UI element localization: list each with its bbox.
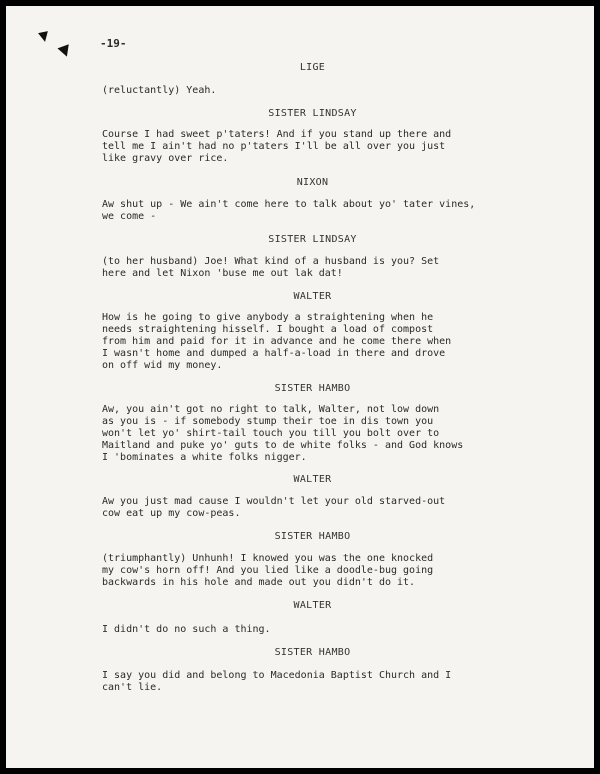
speaker-name: SISTER LINDSAY xyxy=(268,234,357,245)
corner-mark-icon xyxy=(57,44,72,58)
speaker-name: LIGE xyxy=(299,62,326,73)
dialogue-line: Aw shut up - We ain't come here to talk about yo' tater vines, we come - xyxy=(102,199,476,222)
dialogue-line: How is he going to give anybody a straightening when he needs straightening hisself. I bought a load of compost from him and paid for it in advance and he come there when I wasn't home and dumped a half-a-load in there and drove on off wid my money. xyxy=(102,312,452,371)
speaker-name: NIXON xyxy=(296,177,329,188)
speaker-name: WALTER xyxy=(293,291,332,302)
dialogue-line: (triumphantly) Unhunh! I knowed you was the one knocked my cow's horn off! And you lied like a doodle-bug going backwards in his hole and made out you didn't do it. xyxy=(102,553,434,588)
dialogue-line: (reluctantly) Yeah. xyxy=(102,85,217,96)
dialogue-line: Aw you just mad cause I wouldn't let your old starved-out cow eat up my cow-peas. xyxy=(102,496,446,519)
speaker-name: SISTER HAMBO xyxy=(274,531,351,542)
page-number: -19- xyxy=(100,37,127,50)
speaker-name: SISTER HAMBO xyxy=(274,647,351,658)
dialogue-line: I didn't do no such a thing. xyxy=(102,624,271,635)
speaker-name: SISTER LINDSAY xyxy=(268,108,357,119)
dialogue-line: (to her husband) Joe! What kind of a husband is you? Set here and let Nixon 'buse me out lak dat! xyxy=(102,256,440,279)
corner-mark-icon xyxy=(38,31,50,43)
dialogue-line: Aw, you ain't got no right to talk, Walter, not low down as you is - if somebody stump their toe in dis town you won't let yo' shirt-tail touch you till you bolt over to Maitland and puke yo' guts to de white folks - and God knows I 'bominates a white folks nigger. xyxy=(102,404,464,463)
speaker-name: WALTER xyxy=(293,474,332,485)
dialogue-line: I say you did and belong to Macedonia Baptist Church and I can't lie. xyxy=(102,670,452,693)
typescript-page xyxy=(6,6,594,768)
speaker-name: WALTER xyxy=(293,600,332,611)
dialogue-line: Course I had sweet p'taters! And if you stand up there and tell me I ain't had no p'taters I'll be all over you just like gravy over rice. xyxy=(102,129,452,164)
speaker-name: SISTER HAMBO xyxy=(274,383,351,394)
